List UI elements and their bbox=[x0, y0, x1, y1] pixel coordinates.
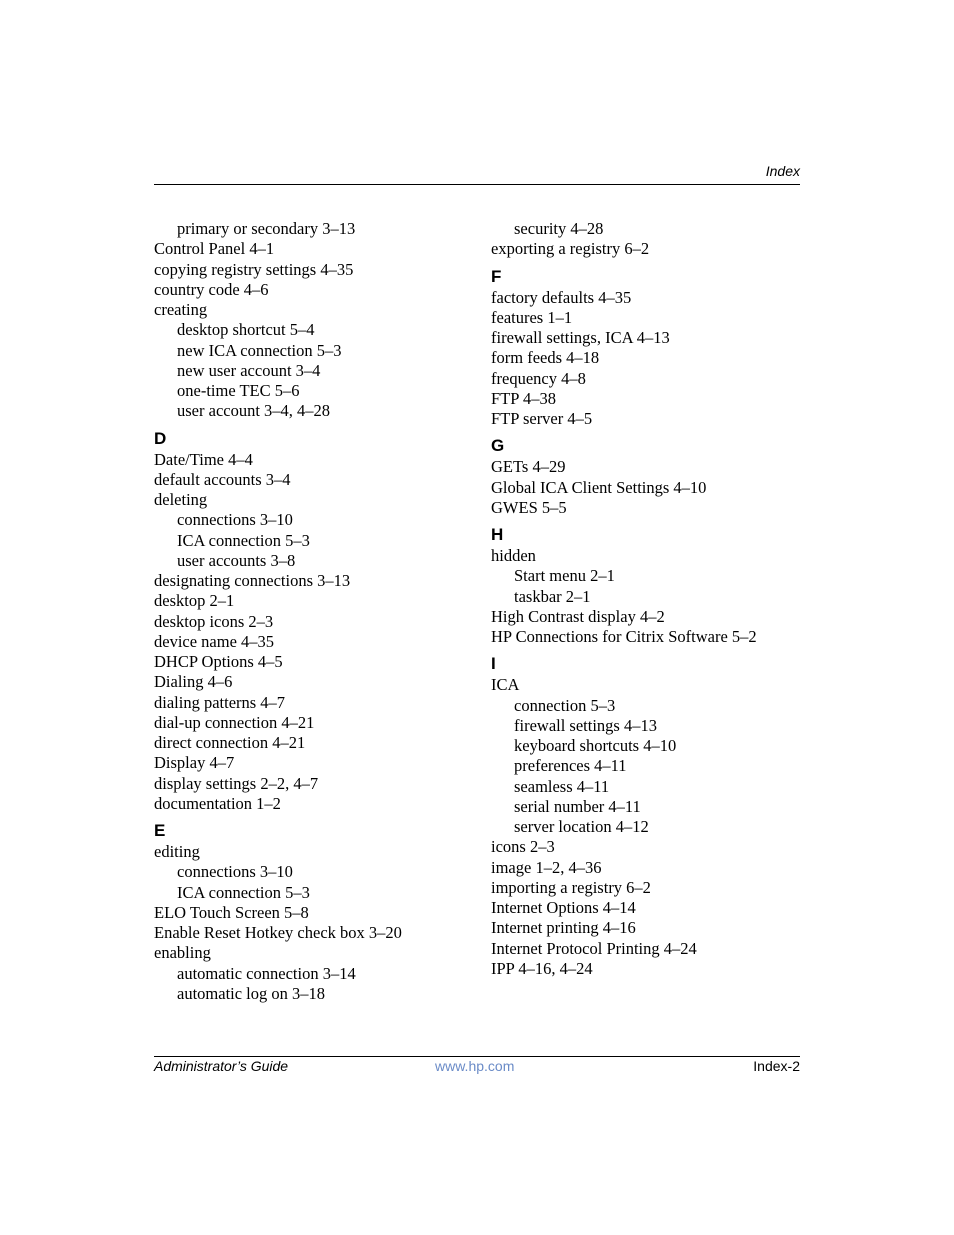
index-entry: designating connections 3–13 bbox=[154, 571, 351, 590]
index-entry: direct connection 4–21 bbox=[154, 733, 306, 752]
index-entry: editing bbox=[154, 842, 200, 861]
footer-page-number: Index-2 bbox=[753, 1058, 800, 1074]
index-entry: desktop icons 2–3 bbox=[154, 611, 274, 631]
index-subentry: primary or secondary 3–13 bbox=[177, 219, 356, 238]
index-entry: country code 4–6 bbox=[154, 279, 269, 299]
index-entry: copying registry settings 4–35 bbox=[154, 259, 354, 279]
index-subentry: Start menu 2–1 bbox=[514, 566, 615, 586]
index-subentry: firewall settings 4–13 bbox=[514, 715, 657, 735]
index-entry: documentation 1–2 bbox=[154, 793, 281, 813]
index-entry: deleting bbox=[154, 490, 208, 509]
index-entry: Control Panel 4–1 bbox=[154, 239, 275, 259]
footer-title: Administrator’s Guide bbox=[154, 1058, 289, 1074]
footer-url-link[interactable]: www.hp.com bbox=[435, 1058, 515, 1074]
index-entry: FTP 4–38 bbox=[491, 388, 556, 408]
index-entry: features 1–1 bbox=[491, 307, 573, 327]
index-entry: Display 4–7 bbox=[154, 753, 235, 773]
index-section-letter: H bbox=[491, 525, 504, 544]
index-subentry: connections 3–10 bbox=[177, 862, 293, 882]
index-subentry: security 4–28 bbox=[514, 219, 604, 238]
running-head: Index bbox=[765, 163, 800, 179]
index-section-letter: D bbox=[154, 428, 167, 448]
index-entry: default accounts 3–4 bbox=[154, 469, 291, 489]
index-entry: Global ICA Client Settings 4–10 bbox=[491, 477, 707, 497]
index-entry: hidden bbox=[491, 546, 536, 565]
index-entry: Internet printing 4–16 bbox=[491, 918, 636, 938]
index-subentry: user accounts 3–8 bbox=[177, 550, 296, 570]
index-subentry: ICA connection 5–3 bbox=[177, 530, 310, 550]
index-entry: factory defaults 4–35 bbox=[491, 287, 632, 307]
index-subentry: new user account 3–4 bbox=[177, 360, 321, 380]
index-entry: desktop 2–1 bbox=[154, 591, 235, 611]
index-entry: HP Connections for Citrix Software 5–2 bbox=[491, 627, 757, 646]
index-entry: creating bbox=[154, 300, 208, 319]
index-entry: frequency 4–8 bbox=[491, 368, 586, 388]
index-entry: FTP server 4–5 bbox=[491, 409, 593, 428]
index-section-letter: G bbox=[491, 436, 505, 456]
header-rule bbox=[154, 184, 800, 185]
index-entry: importing a registry 6–2 bbox=[491, 877, 651, 897]
index-entry: display settings 2–2, 4–7 bbox=[154, 773, 319, 793]
index-entry: Enable Reset Hotkey check box 3–20 bbox=[154, 923, 402, 942]
index-entry: dial-up connection 4–21 bbox=[154, 712, 315, 732]
index-subentry: automatic connection 3–14 bbox=[177, 963, 356, 983]
index-column-right bbox=[491, 219, 821, 979]
index-entry: Internet Options 4–14 bbox=[491, 898, 636, 917]
index-subentry: one-time TEC 5–6 bbox=[177, 381, 300, 400]
index-subentry: server location 4–12 bbox=[514, 817, 649, 836]
index-subentry: ICA connection 5–3 bbox=[177, 882, 310, 902]
index-entry: Internet Protocol Printing 4–24 bbox=[491, 938, 697, 958]
index-entry: device name 4–35 bbox=[154, 631, 275, 651]
index-entry: Dialing 4–6 bbox=[154, 672, 233, 692]
index-subentry: new ICA connection 5–3 bbox=[177, 340, 342, 360]
index-entry: GWES 5–5 bbox=[491, 497, 567, 517]
index-subentry: keyboard shortcuts 4–10 bbox=[514, 736, 677, 755]
index-section-letter: E bbox=[154, 821, 166, 840]
index-subentry: seamless 4–11 bbox=[514, 776, 610, 796]
index-subentry: preferences 4–11 bbox=[514, 756, 627, 776]
index-entry: Date/Time 4–4 bbox=[154, 449, 253, 469]
index-entry: High Contrast display 4–2 bbox=[491, 606, 665, 626]
index-subentry: automatic log on 3–18 bbox=[177, 983, 326, 1003]
index-subentry: connections 3–10 bbox=[177, 510, 293, 530]
index-entry: firewall settings, ICA 4–13 bbox=[491, 328, 670, 347]
index-entry: dialing patterns 4–7 bbox=[154, 692, 286, 712]
index-entry: enabling bbox=[154, 943, 211, 963]
index-entry: IPP 4–16, 4–24 bbox=[491, 958, 593, 978]
index-section-letter: I bbox=[491, 654, 496, 674]
index-subentry: desktop shortcut 5–4 bbox=[177, 320, 315, 340]
index-entry: icons 2–3 bbox=[491, 837, 555, 857]
index-entry: image 1–2, 4–36 bbox=[491, 857, 602, 877]
index-entry: ELO Touch Screen 5–8 bbox=[154, 902, 309, 922]
index-entry: ICA bbox=[491, 675, 520, 695]
index-subentry: user account 3–4, 4–28 bbox=[177, 401, 331, 421]
index-subentry: connection 5–3 bbox=[514, 695, 616, 715]
index-entry: exporting a registry 6–2 bbox=[491, 239, 650, 259]
index-subentry: serial number 4–11 bbox=[514, 796, 641, 816]
index-entry: DHCP Options 4–5 bbox=[154, 652, 283, 671]
index-entry: GETs 4–29 bbox=[491, 457, 566, 477]
index-column-left bbox=[154, 219, 484, 1004]
index-entry: form feeds 4–18 bbox=[491, 348, 600, 368]
index-section-letter: F bbox=[491, 266, 502, 286]
index-subentry: taskbar 2–1 bbox=[514, 586, 591, 606]
